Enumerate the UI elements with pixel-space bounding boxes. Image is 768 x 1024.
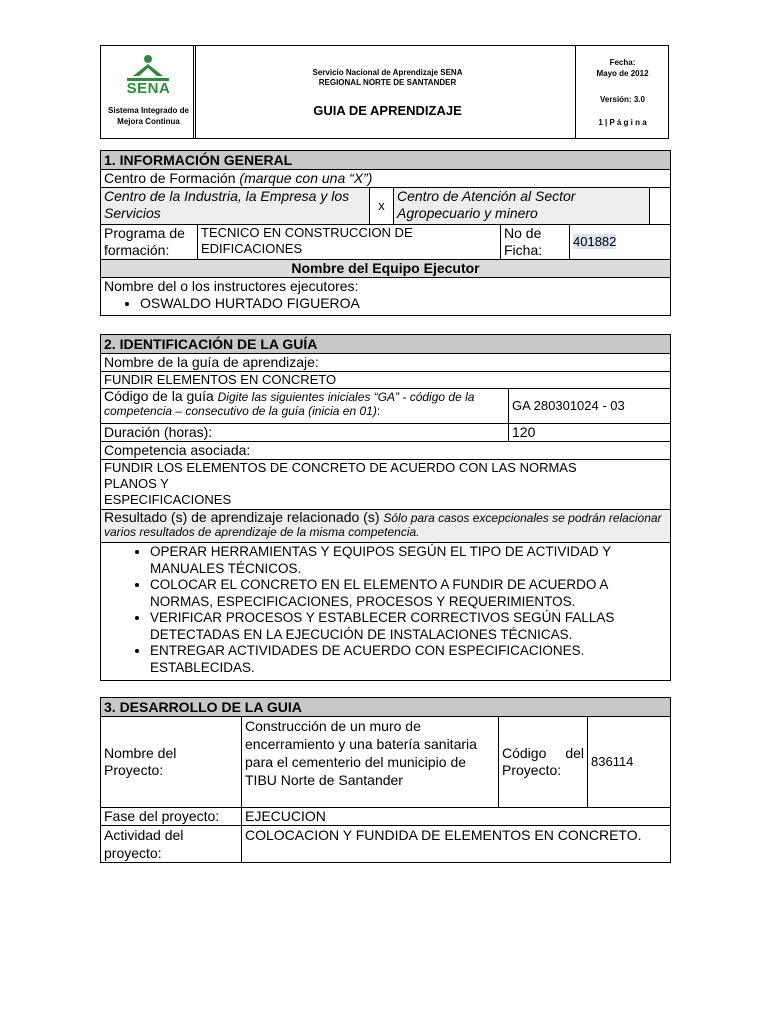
nombre-guia-label: Nombre de la guía de aprendizaje:	[101, 354, 671, 372]
proyecto-value: Construcción de un muro de encerramiento y una batería sanitaria para el cementerio del municipio de TIBU Norte de Santander	[242, 717, 499, 808]
document-title: GUIA DE APRENDIZAJE	[313, 103, 462, 118]
centro-option-industria: Centro de la Industria, la Empresa y los Servicios	[101, 188, 370, 225]
section2-title: 2. IDENTIFICACIÓN DE LA GUÍA	[101, 335, 671, 354]
version-label: Versión: 3.0	[600, 95, 645, 104]
nombre-guia-value: FUNDIR ELEMENTOS EN CONCRETO	[101, 372, 671, 389]
list-item: • ENTREGAR ACTIVIDADES DE ACUERDO CON ESPECIFICACIONES. ESTABLECIDAS.	[150, 643, 667, 676]
logo-cell	[101, 46, 196, 138]
instructores-list	[104, 295, 667, 312]
competencia-label: Competencia asociada:	[101, 442, 671, 460]
meta-cell	[577, 46, 668, 138]
list-item: • VERIFICAR PROCESOS Y ESTABLECER CORRECTIVOS SEGÚN FALLAS DETECTADAS EN LA EJECUCIÓN DE INSTALACIONES TÉCNICAS.	[150, 610, 667, 643]
fase-label: Fase del proyecto:	[101, 808, 242, 826]
codigo-guia-hint: Digite las siguientes iniciales “GA” - código de la competencia – consecutivo de la guía (inicia en 01)	[104, 390, 475, 418]
section-informacion-general	[100, 150, 670, 316]
codigo-guia-cell	[101, 389, 509, 424]
resultado-label-cell	[101, 510, 671, 543]
org-name: Servicio Nacional de Aprendizaje SENA	[312, 68, 463, 77]
title-cell	[199, 46, 576, 138]
centro-option-agropecuario-mark[interactable]	[650, 188, 671, 225]
date-value: Mayo de 2012	[596, 69, 649, 78]
document-header	[100, 45, 669, 139]
codigo-guia-value: GA 280301024 - 03	[509, 389, 671, 424]
system-name-line1: Sistema Integrado de	[108, 106, 189, 115]
actividad-label: Actividad del proyecto:	[101, 826, 242, 863]
duracion-label: Duración (horas):	[101, 424, 509, 442]
date-label: Fecha:	[609, 58, 636, 67]
actividad-value: COLOCACION Y FUNDIDA DE ELEMENTOS EN CONCRETO.	[242, 826, 671, 863]
list-item: • OSWALDO HURTADO FIGUEROA	[140, 295, 667, 312]
sena-logo-text: SENA	[126, 80, 171, 97]
competencia-line3: ESPECIFICACIONES	[104, 492, 232, 507]
regional-name: REGIONAL NORTE DE SANTANDER	[318, 78, 457, 87]
programa-label: Programa de formación:	[101, 225, 198, 260]
codigo-proyecto-value: 836114	[588, 717, 671, 808]
instructores-label: Nombre del o los instructores ejecutores:	[104, 278, 359, 294]
competencia-value	[101, 460, 671, 510]
section1-title: 1. INFORMACIÓN GENERAL	[101, 151, 671, 170]
programa-value: TECNICO EN CONSTRUCCION DE EDIFICACIONES	[198, 225, 501, 260]
system-name-line2: Mejora Continua	[117, 117, 180, 126]
page-number: 1 | P á g i n a	[598, 118, 647, 127]
centro-formacion-hint: (marque con una “X”)	[239, 170, 373, 186]
resultados-list	[104, 544, 667, 676]
centro-formacion-row	[101, 170, 671, 188]
ficha-label: No de Ficha:	[501, 225, 570, 260]
ficha-value: 401882	[573, 234, 617, 249]
equipo-ejecutor-title: Nombre del Equipo Ejecutor	[101, 260, 671, 278]
section-identificacion-guia	[100, 334, 670, 681]
section3-title: 3. DESARROLLO DE LA GUIA	[101, 698, 671, 717]
centro-option-mark[interactable]: x	[370, 188, 394, 225]
resultado-hint: Sólo para casos excepcionales se podrán relacionar varios resultados de aprendizaje de la misma competencia.	[104, 511, 662, 539]
codigo-guia-colon: :	[376, 404, 381, 418]
resultados-cell	[101, 543, 671, 681]
centro-option-agropecuario: Centro de Atención al Sector Agropecuario y minero	[394, 188, 650, 225]
list-item: • COLOCAR EL CONCRETO EN EL ELEMENTO A FUNDIR DE ACUERDO A NORMAS, ESPECIFICACIONES, PROCESOS Y REQUERIMIENTOS.	[150, 577, 667, 610]
resultado-label: Resultado (s) de aprendizaje relacionado (s)	[104, 509, 384, 525]
sena-logo-icon	[123, 54, 173, 82]
duracion-value: 120	[509, 424, 671, 442]
proyecto-label: Nombre del Proyecto:	[101, 717, 242, 808]
codigo-proyecto-label: Código del Proyecto:	[499, 717, 588, 808]
centro-formacion-label: Centro de Formación	[104, 170, 240, 186]
instructores-cell	[101, 278, 671, 316]
competencia-line2: PLANOS Y	[104, 476, 169, 491]
fase-value: EJECUCION	[242, 808, 671, 826]
codigo-guia-label: Código de la guía	[104, 388, 218, 404]
competencia-line1: FUNDIR LOS ELEMENTOS DE CONCRETO DE ACUERDO CON LAS NORMAS	[104, 460, 577, 475]
section-desarrollo-guia	[100, 697, 670, 863]
list-item: • OPERAR HERRAMIENTAS Y EQUIPOS SEGÚN EL TIPO DE ACTIVIDAD Y MANUALES TÉCNICOS.	[150, 544, 667, 577]
